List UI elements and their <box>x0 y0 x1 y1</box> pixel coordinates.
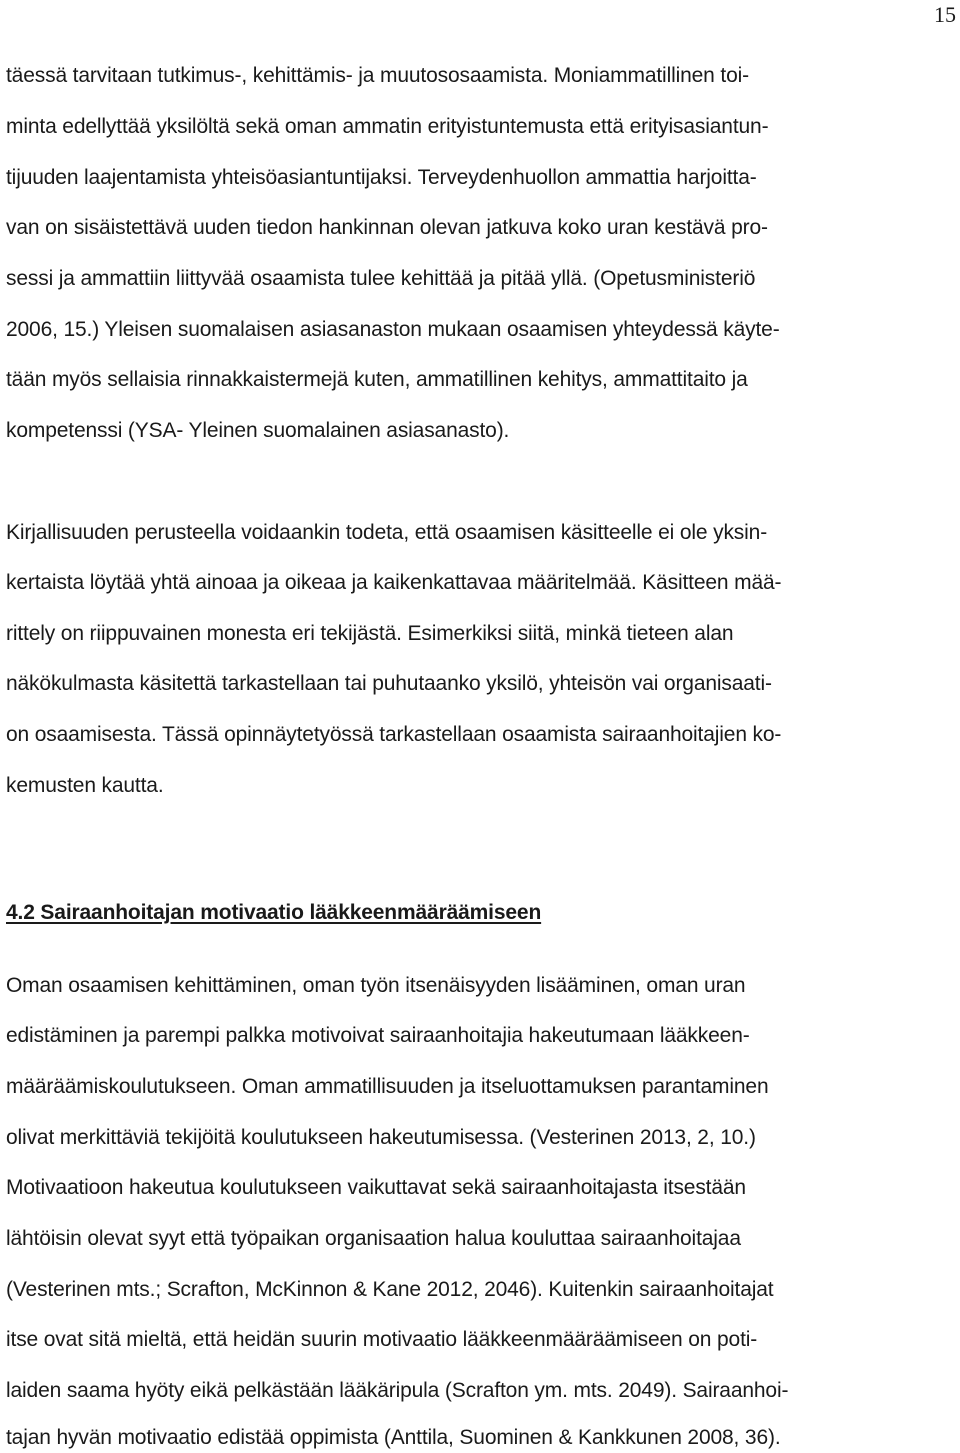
text-line: Kirjallisuuden perusteella voidaankin todeta, että osaamisen käsitteelle ei ole yksin- <box>6 521 768 544</box>
text-line: kertaista löytää yhtä ainoaa ja oikeaa ja kaikenkattavaa määritelmää. Käsitteen mää- <box>6 571 782 594</box>
text-line: tään myös sellaisia rinnakkaistermejä kuten, ammatillinen kehitys, ammattitaito ja <box>6 368 748 391</box>
text-line: edistäminen ja parempi palkka motivoivat sairaanhoitajia hakeutumaan lääkkeen- <box>6 1024 750 1047</box>
text-line: Oman osaamisen kehittäminen, oman työn itsenäisyyden lisääminen, oman uran <box>6 974 746 997</box>
text-line: tijuuden laajentamista yhteisöasiantuntijaksi. Terveydenhuollon ammattia harjoitta- <box>6 166 757 189</box>
text-line: täessä tarvitaan tutkimus-, kehittämis- ja muutososaamista. Moniammatillinen toi- <box>6 64 749 87</box>
text-line: van on sisäistettävä uuden tiedon hankinnan olevan jatkuva koko uran kestävä pro- <box>6 216 768 239</box>
text-line: laiden saama hyöty eikä pelkästään lääkäripula (Scrafton ym. mts. 2049). Sairaanhoi- <box>6 1379 789 1402</box>
text-line: itse ovat sitä mieltä, että heidän suurin motivaatio lääkkeenmääräämiseen on poti- <box>6 1328 758 1351</box>
text-line: minta edellyttää yksilöltä sekä oman ammatin erityistuntemusta että erityisasiantun- <box>6 115 769 138</box>
text-line: rittely on riippuvainen monesta eri tekijästä. Esimerkiksi siitä, minkä tieteen alan <box>6 622 734 645</box>
page-number: 15 <box>934 2 956 27</box>
text-line: määräämiskoulutukseen. Oman ammatillisuuden ja itseluottamuksen parantaminen <box>6 1075 769 1098</box>
text-line: kompetenssi (YSA- Yleinen suomalainen asiasanasto). <box>6 419 510 442</box>
text-line: näkökulmasta käsitettä tarkastellaan tai puhutaanko yksilö, yhteisön vai organisaati- <box>6 672 772 695</box>
text-line: Motivaatioon hakeutua koulutukseen vaikuttavat sekä sairaanhoitajasta itsestään <box>6 1176 746 1199</box>
text-line: olivat merkittäviä tekijöitä koulutukseen hakeutumisessa. (Vesterinen 2013, 2, 10.) <box>6 1126 756 1149</box>
section-heading: 4.2 Sairaanhoitajan motivaatio lääkkeenmääräämiseen <box>6 901 542 924</box>
text-line: 2006, 15.) Yleisen suomalaisen asiasanaston mukaan osaamisen yhteydessä käyte- <box>6 318 780 341</box>
text-line: (Vesterinen mts.; Scrafton, McKinnon & Kane 2012, 2046). Kuitenkin sairaanhoitajat <box>6 1278 774 1301</box>
text-line: tajan hyvän motivaatio edistää oppimista (Anttila, Suominen & Kankkunen 2008, 36). <box>6 1426 781 1449</box>
text-line: on osaamisesta. Tässä opinnäytetyössä tarkastellaan osaamista sairaanhoitajien ko- <box>6 723 782 746</box>
text-line: sessi ja ammattiin liittyvää osaamista tulee kehittää ja pitää yllä. (Opetusministeriö <box>6 267 756 290</box>
text-line: kemusten kautta. <box>6 774 164 797</box>
text-line: lähtöisin olevat syyt että työpaikan organisaation halua kouluttaa sairaanhoitajaa <box>6 1227 741 1250</box>
